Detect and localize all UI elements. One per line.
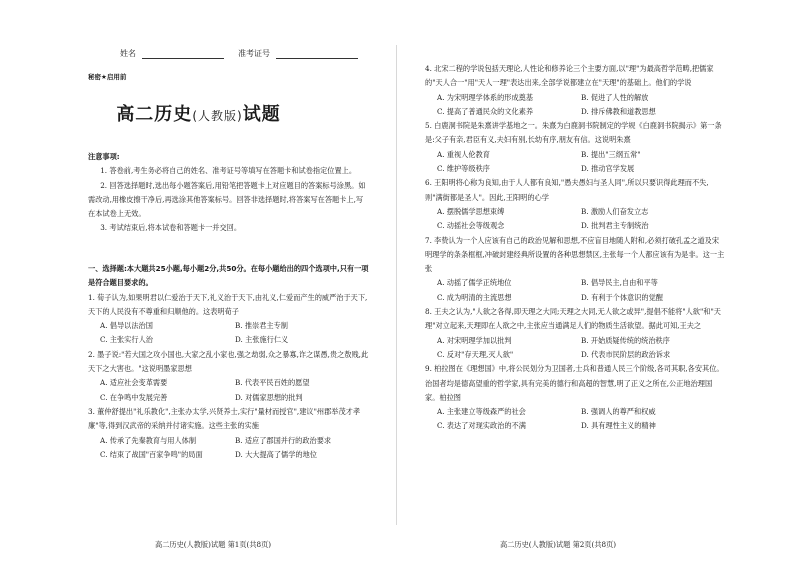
question-stem: 9. 柏拉图在《理想国》中,将公民划分为卫国者,士兵和普通人民三个阶级,各司其职,各安其位。治国者均是德高望重的哲学家,具有完美的德行和高超的智慧,明了正义之所在,公正地治理国家。柏拉图: [425, 364, 724, 402]
name-blank: [142, 49, 224, 59]
option: C. 表达了对现实政治的不满: [437, 421, 526, 431]
option: D. 有利于个体意识的觉醒: [581, 292, 663, 302]
notice-heading: 注意事项:: [88, 152, 120, 161]
option: D. 批判君主专制统治: [581, 221, 649, 231]
option: A. 重视人伦教育: [437, 149, 490, 159]
question-options: [425, 91, 725, 120]
notice-section: [88, 150, 370, 236]
secret-mark: 秘密★启用前: [88, 73, 127, 81]
option: B. 强调人的尊严和权威: [581, 407, 656, 417]
option: B. 提出"三纲五常": [581, 149, 641, 159]
option: C. 动摇社会等级观念: [437, 221, 505, 231]
questions-right: [425, 62, 725, 434]
option: B. 代表平民百姓的愿望: [235, 378, 310, 388]
page-footer-left: 高二历史(人教版)试题 第1页(共8页): [155, 540, 272, 549]
question-options: [425, 148, 725, 177]
question-stem: 6. 王阳明将心称为良知,由于人人都有良知,"愚夫愚妇与圣人同",所以只要识得此理而不失,则"满街都是圣人"。因此,王阳明的心学: [425, 178, 709, 202]
option: C. 主张实行人治: [100, 335, 153, 345]
option: C. 反对"存天理,灭人欲": [437, 349, 514, 359]
exam-number-blank: [276, 49, 358, 59]
option: D. 对儒家思想的批判: [235, 392, 303, 402]
title-edition: (人教版): [192, 109, 243, 123]
question-options: [88, 434, 370, 463]
option: C. 提高了普通民众的文化素养: [437, 106, 534, 116]
section-heading: 一、选择题:本大题共25小题,每小题2分,共50分。在每小题给出的四个选项中,只有一项是符合题目要求的。: [88, 264, 369, 288]
option: D. 大大提高了儒学的地位: [235, 449, 317, 459]
option: A. 主张建立等级森严的社会: [437, 407, 526, 417]
option: C. 结束了战国"百家争鸣"的局面: [100, 449, 203, 459]
candidate-info: [120, 48, 358, 59]
option: C. 维护等级秩序: [437, 164, 490, 174]
name-label: 姓名: [120, 49, 136, 58]
title-suffix: 试题: [242, 104, 281, 125]
option: D. 代表市民阶层的政治诉求: [581, 349, 671, 359]
option: B. 促进了人性的解放: [581, 92, 649, 102]
option: C. 成为明清的主流思想: [437, 292, 512, 302]
option: A. 适应社会变革需要: [100, 378, 168, 388]
option: A. 倡导以法治国: [100, 321, 153, 331]
question-options: [425, 334, 725, 363]
option: D. 主张施行仁义: [235, 335, 289, 345]
questions-left: [88, 262, 370, 462]
option: C. 在争鸣中发展完善: [100, 392, 168, 402]
question-stem: 8. 王夫之认为,"人欲之各得,即天理之大同;天理之大同,无人欲之或异",提倡不能将"人欲"和"天理"对立起来,天理即在人欲之中,主张应当通满足人们的物质生活欲望。据此可知,王夫之: [425, 307, 721, 331]
question-stem: 4. 北宋二程的学说包括天理论,人性论和修养论三个主要方面,以"理"为最高哲学范畴,把儒家的"天人合一"用"天人一理"表达出来,全部学说都建立在"天理"的基础上。他们的学说: [425, 64, 714, 88]
question-stem: 2. 墨子说:"若大国之攻小国也,大家之乱小家也,强之劫弱,众之暴寡,诈之谋愚,贵之敖贱,此天下之大害也。"这说明墨家思想: [88, 349, 369, 374]
option: B. 适应了郡国并行的政治要求: [235, 435, 332, 445]
question-options: [88, 319, 370, 348]
question-options: [88, 376, 370, 405]
page-footer-right: 高二历史(人教版)试题 第2页(共8页): [500, 540, 617, 549]
option: A. 动摇了儒学正统地位: [437, 278, 512, 288]
question-options: [425, 276, 725, 305]
question-options: [425, 405, 725, 434]
notice-item: 2. 回答选择题时,选出每小题答案后,用铅笔把答题卡上对应题目的答案标号涂黑。如需改动,用橡皮擦干净后,再选涂其他答案标号。回答非选择题时,将答案写在答题卡上,写在本试卷上无效。: [88, 180, 366, 219]
notice-item: 1. 答卷前,考生务必将自己的姓名、准考证号等填写在答题卡和试卷指定位置上。: [100, 166, 357, 176]
option: B. 激励人们奋发立志: [581, 206, 649, 216]
option: A. 对宋明理学加以批判: [437, 335, 512, 345]
title-main: 高二历史: [116, 104, 193, 125]
option: D. 推动官学发展: [581, 164, 635, 174]
exam-title: [0, 100, 397, 126]
exam-number-label: 准考证号: [238, 49, 270, 58]
question-stem: 3. 董仲舒提出"礼乐教化",主张办太学,兴贤养士,实行"量材而授官",建议"州郡举茂才孝廉"等,得到汉武帝的采纳并付诸实施。这些主张的实施: [88, 406, 361, 431]
option: B. 倡导民主,自由和平等: [581, 278, 658, 288]
question-stem: 7. 李贽认为一个人应该有自己的政治见解和思想,不应盲目地随人附和,必须打破孔孟之道及宋明理学的条条框框,冲破封建经典所设置的各种思想禁区,主张每一个人都应该有为是非。这一主张: [425, 235, 725, 274]
question-stem: 5. 白鹿洞书院是朱熹讲学基地之一。朱熹为白鹿洞书院制定的学规《白鹿洞书院揭示》第一条是:父子有亲,君臣有义,夫妇有别,长幼有序,朋友有信。这说明朱熹: [425, 121, 722, 145]
option: B. 开始质疑传统的统治秩序: [581, 335, 670, 345]
question-options: [425, 205, 725, 234]
question-stem: 1. 荀子认为,如果明君以仁爱治于天下,礼义治于天下,由礼义,仁爱而产生的威严治于天下,天下的人民没有不尊重和归顺他的。这表明荀子: [88, 292, 368, 316]
option: D. 具有理性主义的精神: [581, 421, 656, 431]
page-divider: [396, 45, 397, 525]
notice-item: 3. 考试结束后,将本试卷和答题卡一并交回。: [100, 223, 242, 233]
option: A. 传承了先秦教育与用人体制: [100, 435, 197, 445]
option: A. 为宋明理学体系的形成奠基: [437, 92, 534, 102]
option: A. 摆脱儒学思想束缚: [437, 206, 505, 216]
option: D. 排斥佛教和道教思想: [581, 106, 656, 116]
option: B. 推崇君主专制: [235, 321, 288, 331]
